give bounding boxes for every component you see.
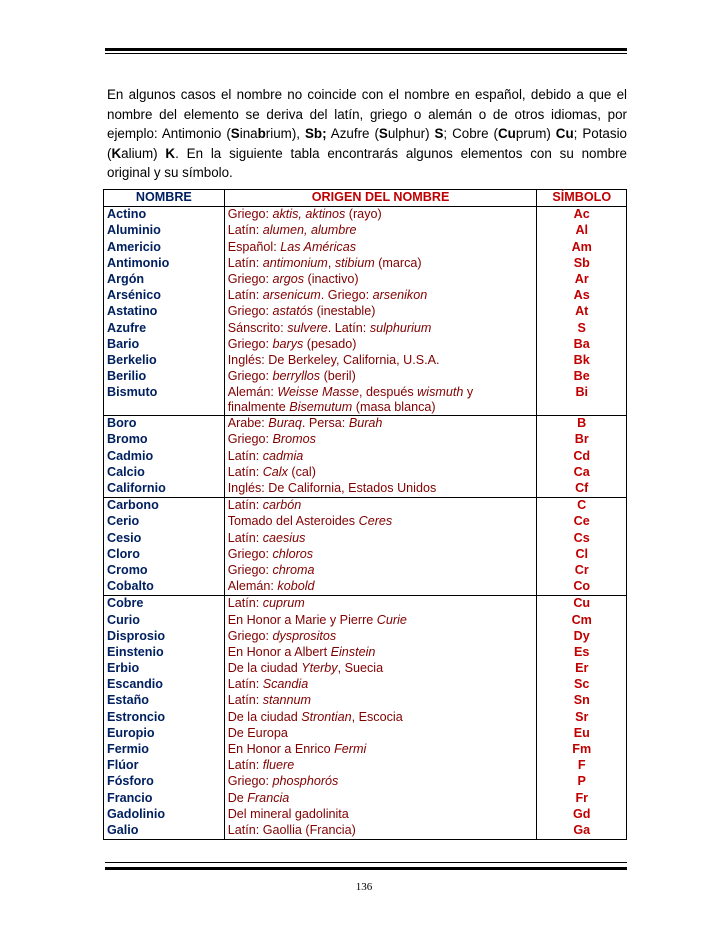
table-row [104,207,627,224]
element-origin: Griego: Bromos [224,432,537,448]
table-row [104,465,627,481]
element-origin: Griego: berryllos (beril) [224,369,537,385]
element-name: Curio [104,613,225,629]
table-row [104,288,627,304]
element-name: Fermio [104,742,225,758]
element-symbol: Ac [537,207,627,224]
element-name: Estaño [104,693,225,709]
table-row [104,449,627,465]
element-symbol: Bi [537,385,627,416]
element-origin: Inglés: De Berkeley, California, U.S.A. [224,353,537,369]
element-origin: Latín: antimonium, stibium (marca) [224,256,537,272]
element-symbol: Dy [537,629,627,645]
element-symbol: B [537,416,627,433]
element-name: Erbio [104,661,225,677]
footer-rule [105,867,627,870]
element-origin: Griego: chloros [224,547,537,563]
element-origin: Latín: Gaollia (Francia) [224,823,537,840]
table-row [104,256,627,272]
element-symbol: Ga [537,823,627,840]
table-row [104,791,627,807]
element-name: Azufre [104,321,225,337]
element-name: Escandio [104,677,225,693]
page-number: 136 [355,881,373,893]
element-name: Flúor [104,758,225,774]
element-name: Cloro [104,547,225,563]
element-name: Bario [104,337,225,353]
element-origin: Del mineral gadolinita [224,807,537,823]
element-symbol: Sn [537,693,627,709]
element-origin: Griego: argos (inactivo) [224,272,537,288]
element-symbol: Ar [537,272,627,288]
element-origin: Griego: aktis, aktinos (rayo) [224,207,537,224]
table-row [104,481,627,498]
table-row [104,758,627,774]
table-row [104,547,627,563]
element-symbol: Cm [537,613,627,629]
element-symbol: Cl [537,547,627,563]
element-name: Cerio [104,514,225,530]
table-row [104,321,627,337]
element-name: Disprosio [104,629,225,645]
element-origin: Griego: astatós (inestable) [224,304,537,320]
table-row [104,337,627,353]
element-symbol: Cu [537,596,627,613]
element-origin: Griego: barys (pesado) [224,337,537,353]
table-row [104,579,627,596]
table-row [104,823,627,840]
element-symbol: P [537,774,627,790]
table-row [104,385,627,416]
table-row [104,677,627,693]
header-origin: ORIGEN DEL NOMBRE [224,190,537,207]
element-name: Boro [104,416,225,433]
element-symbol: F [537,758,627,774]
element-origin: Latín: cadmia [224,449,537,465]
table-row [104,645,627,661]
element-name: Cadmio [104,449,225,465]
element-symbol: Ce [537,514,627,530]
table-row [104,432,627,448]
table-row [104,563,627,579]
element-symbol: Fm [537,742,627,758]
element-origin: Latín: caesius [224,531,537,547]
element-name: Galio [104,823,225,840]
element-name: Cesio [104,531,225,547]
element-name: Antimonio [104,256,225,272]
table-row [104,807,627,823]
element-symbol: Cd [537,449,627,465]
element-name: Bismuto [104,385,225,416]
element-symbol: Ba [537,337,627,353]
element-origin: Griego: chroma [224,563,537,579]
table-row [104,272,627,288]
element-name: Bromo [104,432,225,448]
table-row [104,661,627,677]
element-name: Fósforo [104,774,225,790]
element-name: Astatino [104,304,225,320]
header-symbol: SÍMBOLO [537,190,627,207]
element-origin: De Europa [224,726,537,742]
element-origin: Alemán: Weisse Masse, después wismuth y finalmente Bisemutum (masa blanca) [224,385,537,416]
element-symbol: Eu [537,726,627,742]
element-origin: En Honor a Marie y Pierre Curie [224,613,537,629]
header-rule [105,48,627,51]
element-symbol: Co [537,579,627,596]
element-name: Calcio [104,465,225,481]
table-row [104,369,627,385]
element-origin: Arabe: Buraq. Persa: Burah [224,416,537,433]
element-symbol: Cr [537,563,627,579]
table-row [104,710,627,726]
element-name: Americio [104,240,225,256]
element-origin: Tomado del Asteroides Ceres [224,514,537,530]
element-symbol: Br [537,432,627,448]
header-name: NOMBRE [104,190,225,207]
element-symbol: Be [537,369,627,385]
element-symbol: At [537,304,627,320]
table-row [104,416,627,433]
element-name: Berkelio [104,353,225,369]
element-symbol: Sb [537,256,627,272]
element-origin: Latín: Calx (cal) [224,465,537,481]
element-origin: De la ciudad Strontian, Escocia [224,710,537,726]
element-origin: Griego: phosphorós [224,774,537,790]
element-name: Europio [104,726,225,742]
element-origin: Sánscrito: sulvere. Latín: sulphurium [224,321,537,337]
element-symbol: As [537,288,627,304]
element-origin: Latín: fluere [224,758,537,774]
table-header-row [104,190,627,207]
footer-rule-thin [105,862,627,863]
table-row [104,726,627,742]
element-origin: Latín: cuprum [224,596,537,613]
table-row [104,693,627,709]
element-symbol: Bk [537,353,627,369]
element-name: Arsénico [104,288,225,304]
element-name: Einstenio [104,645,225,661]
element-symbol: Sr [537,710,627,726]
element-symbol: Ca [537,465,627,481]
table-row [104,531,627,547]
element-name: Berilio [104,369,225,385]
table-row [104,223,627,239]
element-name: Californio [104,481,225,498]
element-origin: Español: Las Américas [224,240,537,256]
element-origin: Latín: carbón [224,498,537,515]
table-row [104,742,627,758]
element-origin: Latín: stannum [224,693,537,709]
elements-table [103,189,627,840]
element-origin: De Francia [224,791,537,807]
table-row [104,514,627,530]
table-row [104,596,627,613]
intro-paragraph: En algunos casos el nombre no coincide con el nombre en español, debido a que el nombre del elemento se deriva del latín, griego o alemán o de otros idiomas, por ejemplo: Antimonio (Sinabrium), Sb; Azufre (Sulphur) S; Cobre (Cuprum) Cu; Potasio (Kalium) K. En la siguiente tabla encontrarás algunos elementos con su nombre original y su símbolo. [107,87,627,180]
element-symbol: Cf [537,481,627,498]
element-name: Argón [104,272,225,288]
table-row [104,304,627,320]
element-origin: Inglés: De California, Estados Unidos [224,481,537,498]
element-symbol: Fr [537,791,627,807]
element-origin: En Honor a Enrico Fermi [224,742,537,758]
table-row [104,629,627,645]
element-symbol: C [537,498,627,515]
element-origin: Griego: dysprositos [224,629,537,645]
table-row [104,353,627,369]
element-name: Aluminio [104,223,225,239]
element-origin: Alemán: kobold [224,579,537,596]
element-name: Actino [104,207,225,224]
table-row [104,613,627,629]
element-origin: Latín: arsenicum. Griego: arsenikon [224,288,537,304]
element-symbol: Er [537,661,627,677]
element-name: Cromo [104,563,225,579]
element-symbol: Am [537,240,627,256]
element-origin: En Honor a Albert Einstein [224,645,537,661]
element-origin: De la ciudad Yterby, Suecia [224,661,537,677]
table-row [104,498,627,515]
table-row [104,774,627,790]
element-name: Estroncio [104,710,225,726]
element-symbol: Cs [537,531,627,547]
element-name: Francio [104,791,225,807]
element-name: Gadolinio [104,807,225,823]
element-symbol: Sc [537,677,627,693]
element-symbol: S [537,321,627,337]
table-row [104,240,627,256]
element-name: Cobre [104,596,225,613]
element-origin: Latín: alumen, alumbre [224,223,537,239]
element-name: Cobalto [104,579,225,596]
element-symbol: Al [537,223,627,239]
element-symbol: Gd [537,807,627,823]
element-name: Carbono [104,498,225,515]
header-rule-thin [105,53,627,54]
element-origin: Latín: Scandia [224,677,537,693]
element-symbol: Es [537,645,627,661]
